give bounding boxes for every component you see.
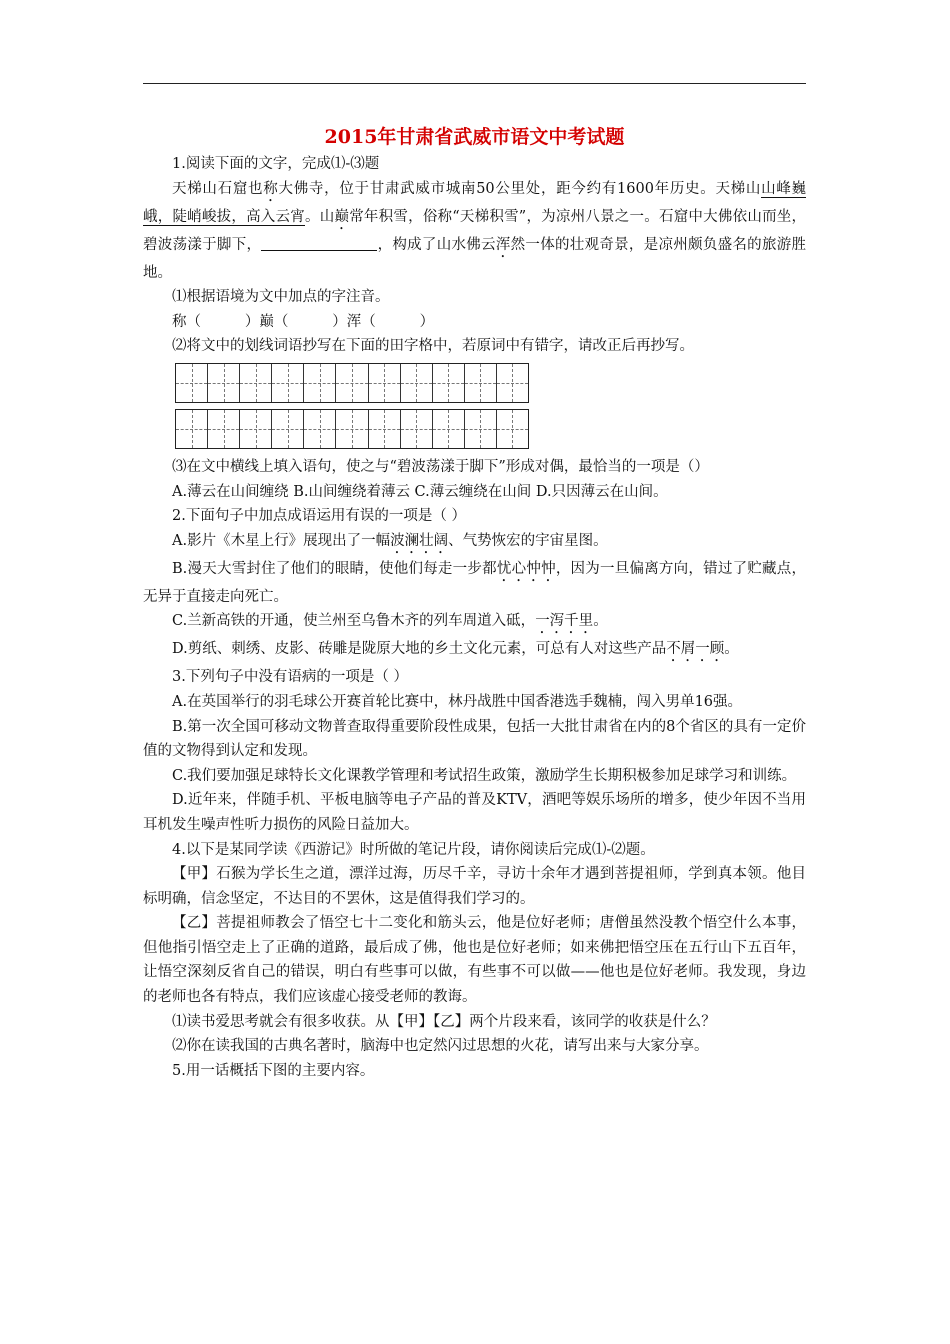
q2-option-d: D.剪纸、刺绣、皮影、砖雕是陇原大地的乡土文化元素，可总有人对这些产品不屑一顾。 [172, 641, 739, 658]
dotted-char-dian: 巅 [334, 208, 350, 225]
q2-stem: 2.下面句子中加点成语运用有误的一项是（ ） [172, 508, 466, 525]
q1-passage: 天梯山石窟也称大佛寺，位于甘肃武威市城南50公里处，距今约有1600年历史。天梯山山峰巍峨，陡峭峻拔，高入云宵。山巅常年积雪，俗称“天梯积雪”，为凉州八景之一。石窟中大佛依山而坐，碧波荡漾于脚下， ，构成了山水佛云浑然一体的壮观奇景，是凉州颇负盛名的旅游胜地。 [143, 180, 807, 281]
grid-cell[interactable] [336, 364, 368, 402]
grid-cell[interactable] [465, 364, 497, 402]
q5-stem: 5.用一话概括下图的主要内容。 [172, 1062, 375, 1079]
exam-page [143, 124, 806, 1083]
grid-cell[interactable] [208, 410, 240, 448]
q3-option-d: D.近年来，伴随手机、平板电脑等电子产品的普及KTV，酒吧等娱乐场所的增多，使少年因不当用耳机发生噪声性听力损伤的风险日益加大。 [143, 792, 806, 833]
dotted-char-hun: 浑 [495, 236, 511, 253]
grid-cell[interactable] [272, 410, 304, 448]
grid-cell[interactable] [240, 410, 272, 448]
dotted-idiom: 忧心忡忡 [496, 560, 556, 577]
q4-sub1: ⑴读书爱思考就会有很多收获。从【甲】【乙】两个片段来看，该同学的收获是什么？ [172, 1013, 716, 1030]
dotted-char-cheng: 称 [263, 180, 279, 197]
underlined-phrase: 山峰巍峨，陡峭峻拔，高入云宵 [143, 180, 807, 225]
grid-cell[interactable] [208, 364, 240, 402]
grid-cell[interactable] [304, 364, 336, 402]
grid-cell[interactable] [433, 410, 465, 448]
grid-cell[interactable] [336, 410, 368, 448]
grid-cell[interactable] [433, 364, 465, 402]
grid-cell[interactable] [497, 364, 528, 402]
q3-option-a: A.在英国举行的羽毛球公开赛首轮比赛中，林丹战胜中国香港选手魏楠，闯入男单16强。 [172, 693, 743, 710]
tianzige-grid-row-1[interactable] [175, 363, 529, 403]
q2-option-b: B.漫天大雪封住了他们的眼睛，使他们每走一步都忧心忡忡，因为一旦偏离方向，错过了贮藏点，无异于直接走向死亡。 [143, 560, 807, 605]
q3-option-b: B.第一次全国可移动文物普查取得重要阶段性成果，包括一大批甘肃省在内的8个省区的具有一定价值的文物得到认定和发现。 [143, 718, 806, 760]
q1-intro: 1.阅读下面的文字，完成⑴-⑶题 [172, 156, 380, 172]
q4-sub2: ⑵你在读我国的古典名著时，脑海中也定然闪过思想的火花，请写出来与大家分享。 [172, 1038, 709, 1055]
q1-sub3: ⑶在文中横线上填入语句，使之与“碧波荡漾于脚下”形成对偶，最恰当的一项是（） [172, 458, 709, 475]
q4-excerpt-jia: 【甲】石猴为学长生之道，漂洋过海，历尽千辛，寻访十余年才遇到菩提祖师，学到真本领。他目标明确，信念坚定，不达目的不罢休，这是值得我们学习的。 [143, 866, 806, 907]
q2-option-a: A.影片《木星上行》展现出了一幅波澜壮阔、气势恢宏的宇宙星图。 [172, 532, 608, 549]
dotted-idiom: 波澜壮阔 [390, 532, 449, 549]
tianzige-grid-row-2[interactable] [175, 409, 529, 449]
q3-option-c: C.我们要加强足球特长文化课教学管理和考试招生政策，激励学生长期积极参加足球学习和训练。 [172, 767, 797, 784]
grid-cell[interactable] [304, 410, 336, 448]
q3-stem: 3.下列句子中没有语病的一项是（ ） [172, 669, 408, 686]
q1-sub2: ⑵将文中的划线词语抄写在下面的田字格中，若原词中有错字，请改正后再抄写。 [172, 338, 694, 355]
grid-cell[interactable] [401, 410, 433, 448]
grid-cell[interactable] [240, 364, 272, 402]
grid-cell[interactable] [465, 410, 497, 448]
grid-cell[interactable] [401, 364, 433, 402]
grid-cell[interactable] [369, 364, 401, 402]
q2-option-c: C.兰新高铁的开通，使兰州至乌鲁木齐的列车周道入砥，一泻千里。 [172, 613, 608, 630]
q4-stem: 4.以下是某同学读《西游记》时所做的笔记片段，请你阅读后完成⑴-⑵题。 [172, 841, 655, 858]
dotted-idiom: 一泻千里 [535, 613, 594, 630]
grid-cell[interactable] [176, 410, 208, 448]
header-rule [143, 83, 806, 84]
q1-sub1: ⑴根据语境为文中加点的字注音。 [172, 289, 390, 306]
grid-cell[interactable] [272, 364, 304, 402]
grid-cell[interactable] [369, 410, 401, 448]
fill-blank[interactable] [261, 236, 377, 251]
q1-options: A.薄云在山间缠绕 B.山间缠绕着薄云 C.薄云缠绕在山间 D.只因薄云在山间。 [172, 483, 668, 500]
grid-cell[interactable] [497, 410, 528, 448]
dotted-idiom: 不屑一顾 [666, 641, 725, 658]
page-title: 2015年甘肃省武威市语文中考试题 [324, 126, 625, 148]
q4-excerpt-yi: 【乙】菩提祖师教会了悟空七十二变化和筋头云，他是位好老师；唐僧虽然没教个悟空什么本事，但他指引悟空走上了正确的道路，最后成了佛，他也是位好老师；如来佛把悟空压在五行山下五百年，让悟空深刻反省自己的错误，明白有些事可以做，有些事不可以做——他也是位好老师。我发现，身边的老师也各有特点，我们应该虚心接受老师的教诲。 [143, 915, 806, 1006]
pinyin-marks: 称（ ）巅（ ）浑（ ） [172, 313, 435, 330]
grid-cell[interactable] [176, 364, 208, 402]
